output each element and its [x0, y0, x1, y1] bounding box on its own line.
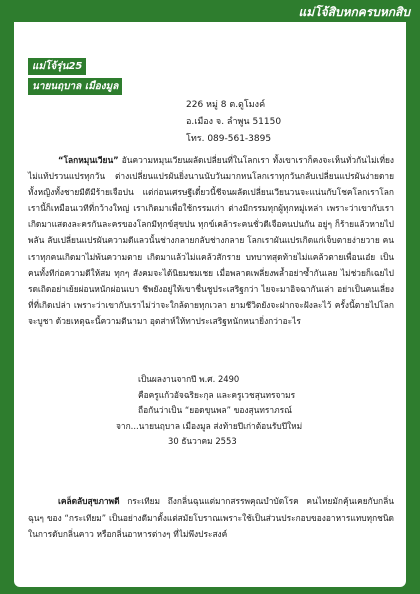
signature-block	[116, 372, 368, 450]
page-number: 436	[22, 575, 45, 588]
header-band	[0, 0, 420, 22]
author-badge	[28, 58, 122, 94]
phone-line: โทร. 089-561-3895	[186, 134, 272, 144]
header-title: แม่โจ้สิบหกครบหกสิบ	[298, 5, 410, 19]
article-paragraph	[28, 152, 394, 329]
address-block	[186, 97, 281, 148]
left-border	[0, 22, 14, 594]
author-name-label: นายนฤบาล เมืองมูล	[28, 78, 122, 95]
article-text: อันความหมุนเวียนผลัดเปลี่ยนที่ในโลกเรา ทั้งเขาเราก็คงจะเห็นทั่วกันไม่เที่ยงไม่แท้ปรวนแปรทุกวัน ต่างเปลี่ยนแปรผันยิ่งนานนับวันมากหนโลกเราทุกวันกลับเปลี่ยนแปรผันง่ายดาย ทั้งหญิงทั้งชายมีดีมีร้ายเจือปน แต่ก่อนเศรษฐีเดี๋ยวนี้ชีจนผลัดเปลี่ยนเวียนวนจะแน่นกับโชคโลกเราโลกเรานี้ก็เหมือนเวทีที่กว้างใหญ่ เราเกิดมาเพื่อใช้กรรมเก่า ต่างมีกรรมทุกผู้ทุกหมู่เหล่า เพราะว่าเขากับเราเกิดมาแสดงละครกันละครของโลกมีทุกข์สุขปน ทุกข์เคล้าระคนชั่วดีเจือคนปนกัน อยู่ๆ ก็ร้ายแล้วหายไปพลัน ลับเปลี่ยนแปรผันความดีแลวนั้นช่างกลายกลับช่างกลาย โลกเราผันแปรเกิดแก่เจ็บตายง่ายวาย คนเราทุกคนเกิดมาไม่พ้นความตาย เกิดมาแล้วไม่แคล้วสักราย บทบาทสุดท้ายไม่แคล้วตายเพื่อนเอ๋ย เป็นคนทั้งทีก่อความดีให้สม ทุกๆ สังคมจะได้นิยมชมเชย เมื่อพลาดเพลี่ยงพล้ำอย่าซ้ำกันเลย ไม่ช่วยก็เฉยไปรดเถิดอย่าเย้ยผ่อนหนักผ่อนเบา ชีพยังอยู่ให้เขาชื่นชูประเสริฐกว่า ไยจะมาอิจฉากันเล่า อย่าเป็นคนเลี่ยงที่ที่เกิดเปล่า เพราะว่าเขากับเราไม่ว่าจะใกล้ตายทุกเวลา ยามชีวิตยังจะฝากจะฝังละไว้ ครั้งนี้ตายไปโลกจะบูชา ด้วยเหตุฉะนี้ความตีนามา อุตส่าห์ให้ทาประเสริฐหนักหนายิ่งกว่าอะไร	[28, 155, 394, 326]
health-tip-paragraph	[28, 493, 394, 543]
signature-date: 30 ธันวาคม 2553	[168, 436, 237, 446]
health-tip-text: กระเทียม ถึงกลิ่นฉุนแต่มากสรรพคุณบำบัดโรค คนไทยมักคุ้นเคยกับกลิ่นฉุนๆ ของ “กระเทียม” เป็นอย่างดีมาตั้งแต่สมัยโบราณเพราะใช้เป็นส่วนประกอบของอาหารแทบทุกชนิดในการดับกลิ่นคาว หรือกลิ่นอาหารต่างๆ ที่ไม่พึงประสงค์	[28, 496, 394, 540]
article-keyword: “โลกหมุนเวียน”	[58, 155, 119, 165]
signature-line: คือครูแก้วอัจฉริยะกุล และครูเวชสุนทรจามร	[138, 389, 296, 400]
health-tip	[28, 493, 394, 543]
author-class-label: แม่โจ้รุ่น25	[28, 58, 86, 75]
address-line: อ.เมือง จ. ลำพูน 51150	[186, 117, 282, 127]
signature-line: เป็นผลงานจากปี พ.ศ. 2490	[138, 374, 240, 384]
address-line: 226 หมู่ 8 ต.ดูโมงค์	[186, 100, 266, 110]
signature-line: จาก...นายนฤบาล เมืองมูล ส่งท้ายปีเก่าต้อนรับปีใหม่	[116, 420, 303, 431]
signature-line: ถือกันว่าเป็น “ยอดขุนพล” ของสุนทราภรณ์	[138, 405, 292, 415]
right-border	[406, 22, 420, 594]
health-tip-keyword: เคล็ดลับสุขภาพดี	[58, 496, 120, 506]
article-body	[28, 152, 394, 329]
